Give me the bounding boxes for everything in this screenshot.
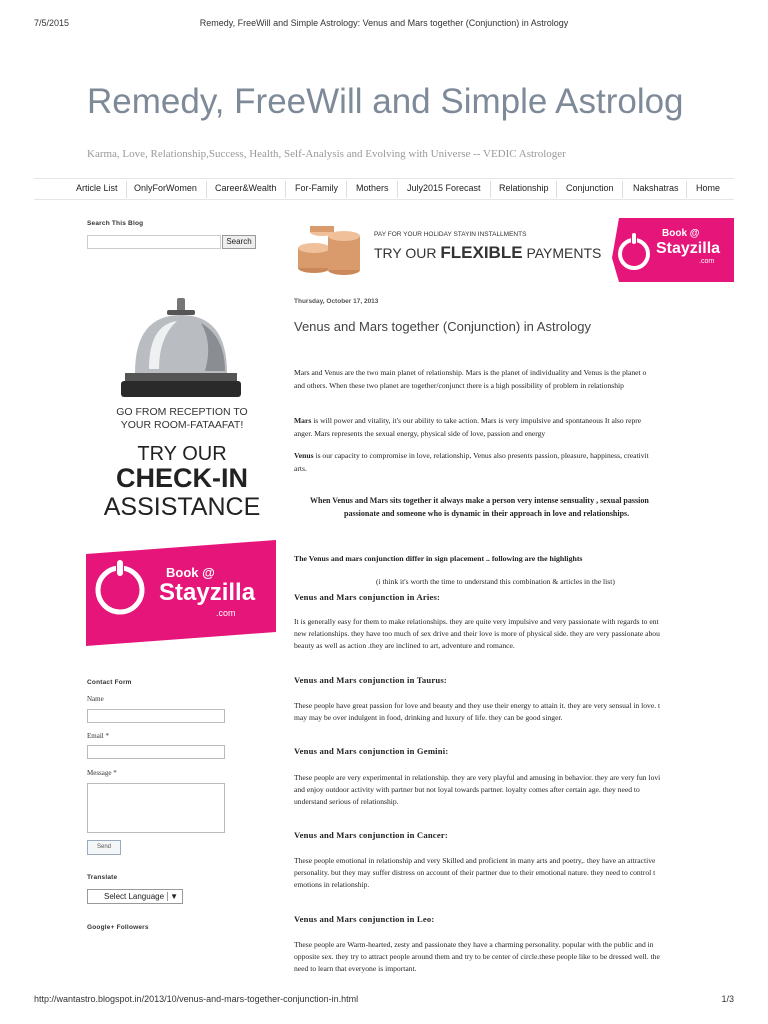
taurus-line-2: may may be over indulgent in food, drinking and luxury of life. they can be good singer. [294,713,563,722]
banner-domain: .com [699,258,715,265]
nav-item-home[interactable]: Home [696,183,721,193]
language-select-value: Select Language [104,892,165,901]
highlights-note: (i think it's worth the time to understand this combination & articles in the list) [376,577,615,586]
checkin-ad-heading: CHECK-IN [116,463,248,493]
leo-line-1: These people are Warm-hearted, zesty and passionate they have a charming personality. popular with the public and in [294,940,654,949]
nav-separator [206,181,207,198]
language-select[interactable] [87,889,183,904]
banner-flexible-text: FLEXIBLE [440,243,523,262]
blog-page [34,48,734,988]
banner-book-label: Book @ [662,228,700,239]
aries-line-1: It is generally easy for them to make relationships. they are quite very impulsive and very passionate with regards to ent [294,617,659,626]
name-field[interactable] [87,709,225,723]
taurus-line-1: These people have great passion for love and beauty and they use their energy to attain it. they are very sensual in love. t [294,701,661,710]
nav-item-for-family[interactable]: For-Family [295,183,338,193]
post-title[interactable]: Venus and Mars together (Conjunction) in Astrology [294,319,592,334]
cancer-line-1: These people emotional in relationship and very Skilled and proficient in many arts and poetry,. they have an attractive [294,856,656,865]
nav-bar [34,178,734,200]
blog-description: Karma, Love, Relationship,Success, Health, Self-Analysis and Evolving with Universe -- VEDIC Astrologer [87,148,566,160]
nav-separator [686,181,687,198]
banner-stayzilla-text: Stayzilla [656,240,721,257]
nav-separator [397,181,398,198]
nav-item-career-wealth[interactable]: Career&Wealth [215,183,277,193]
gemini-heading: Venus and Mars conjunction in Gemini: [294,746,449,756]
print-page-title: Remedy, FreeWill and Simple Astrology: Venus and Mars together (Conjunction) in Astrology [199,18,569,28]
gemini-line-3: understand serious of relationship. [294,797,399,806]
banner-try-text: TRY OUR [374,245,437,261]
stayzilla-logo-text: Stayzilla [159,579,256,606]
cancer-line-2: personality. but they may suffer distress on account of their partner due to their emotional nature. they need to control t [294,868,656,877]
nav-separator [126,181,127,198]
nav-item-article-list[interactable]: Article List [76,183,118,193]
banner-installments-text: PAY FOR YOUR HOLIDAY STAYIN INSTALLMENTS [374,231,527,238]
nav-item-nakshatras[interactable]: Nakshatras [633,183,679,193]
together-line-1: When Venus and Mars sits together it always make a person very intense sensuality , sexual passion [310,496,649,505]
venus-text: is our capacity to compromise in love, relationship, Venus also presents passion, pleasure, happiness, creativit [313,451,649,460]
venus-keyword: Venus [294,451,314,460]
checkin-ad-try: TRY OUR [137,443,227,465]
flexible-payments-banner[interactable] [294,218,734,282]
post-date: Thursday, October 17, 2013 [294,298,379,305]
service-bell-icon [87,293,277,403]
name-label: Name [87,695,104,703]
stayzilla-book-label: Book @ [166,565,215,580]
intro-line-1: Mars and Venus are the two main planet of relationship. Mars is the planet of individuality and Venus is the planet o [294,368,647,377]
message-label: Message * [87,769,117,777]
gemini-line-2: and enjoy outdoor activity with partner but not loyal towards partner. loyalty comes after certain age. they need to [294,785,640,794]
google-followers-label: Google+ Followers [87,924,149,931]
checkin-ad-line1: GO FROM RECEPTION TO [116,406,248,418]
banner-payments-text: PAYMENTS [526,245,602,261]
search-button[interactable]: Search [222,235,256,249]
highlights-heading: The Venus and mars conjunction differ in sign placement .. following are the highlights [294,554,583,563]
mars-keyword: Mars [294,416,312,425]
print-date: 7/5/2015 [34,18,70,28]
leo-line-2: opposite sex. they try to attract people around them and try to be center of circle.these people like to be dressed well. the [294,952,660,961]
search-label: Search This Blog [87,220,144,227]
stayzilla-domain: .com [216,608,236,618]
print-url: http://wantastro.blogspot.in/2013/10/venus-and-mars-together-conjunction-in.html [34,994,359,1004]
nav-item-mothers[interactable]: Mothers [356,183,389,193]
cancer-line-3: emotions in relationship. [294,880,370,889]
cancer-heading: Venus and Mars conjunction in Cancer: [294,830,448,840]
checkin-ad[interactable] [87,293,277,533]
aries-heading: Venus and Mars conjunction in Aries: [294,592,441,602]
chevron-down-icon: ▼ [170,892,178,901]
together-line-2: passionate and someone who is dynamic in their approach in love and relationships. [344,509,630,518]
blog-title[interactable]: Remedy, FreeWill and Simple Astrolog [87,82,684,121]
print-page-number: 1/3 [721,994,734,1004]
nav-item-july2015-forecast[interactable]: July2015 Forecast [407,183,481,193]
aries-line-2: new relationships. they have too much of sex drive and their love is more of physical side. they are very passionate abou [294,629,660,638]
nav-separator [556,181,557,198]
translate-label: Translate [87,874,118,881]
send-button[interactable]: Send [87,840,121,855]
venus-line-2: arts. [294,464,307,473]
nav-separator [285,181,286,198]
intro-line-2: and others. When these two planet are together/conjunct there is a high possibility of problem in relationship [294,381,624,390]
gemini-line-1: These people are very experimental in relationship. they are very playful and amusing in behavior. they are very fun lovi [294,773,661,782]
search-input[interactable] [87,235,221,249]
mars-text: is will power and vitality, it's our ability to take action. Mars is very impulsive and spontaneous It also repre [311,416,642,425]
leo-heading: Venus and Mars conjunction in Leo: [294,914,435,924]
checkin-ad-line2: YOUR ROOM-FATAAFAT! [120,419,244,431]
taurus-heading: Venus and Mars conjunction in Taurus: [294,675,447,685]
mars-line-2: anger. Mars represents the sexual energy, physical side of love, passion and energy [294,429,546,438]
leo-line-3: need to learn that everyone is important. [294,964,417,973]
nav-separator [490,181,491,198]
venus-line-1 [294,449,734,462]
stayzilla-banner[interactable] [86,540,276,646]
banner-headline [374,243,601,263]
email-label: Email * [87,732,109,740]
nav-item-onlyforwomen[interactable]: OnlyForWomen [134,183,197,193]
checkin-ad-assistance: ASSISTANCE [103,493,261,521]
message-field[interactable] [87,783,225,833]
nav-item-relationship[interactable]: Relationship [499,183,549,193]
nav-separator [622,181,623,198]
mars-line-1 [294,414,734,427]
select-divider [167,892,168,901]
nav-separator [346,181,347,198]
aries-line-3: beauty as well as action .they are inclined to art, adventure and romance. [294,641,515,650]
contact-form-title: Contact Form [87,679,132,686]
nav-item-conjunction[interactable]: Conjunction [566,183,614,193]
email-field[interactable] [87,745,225,759]
